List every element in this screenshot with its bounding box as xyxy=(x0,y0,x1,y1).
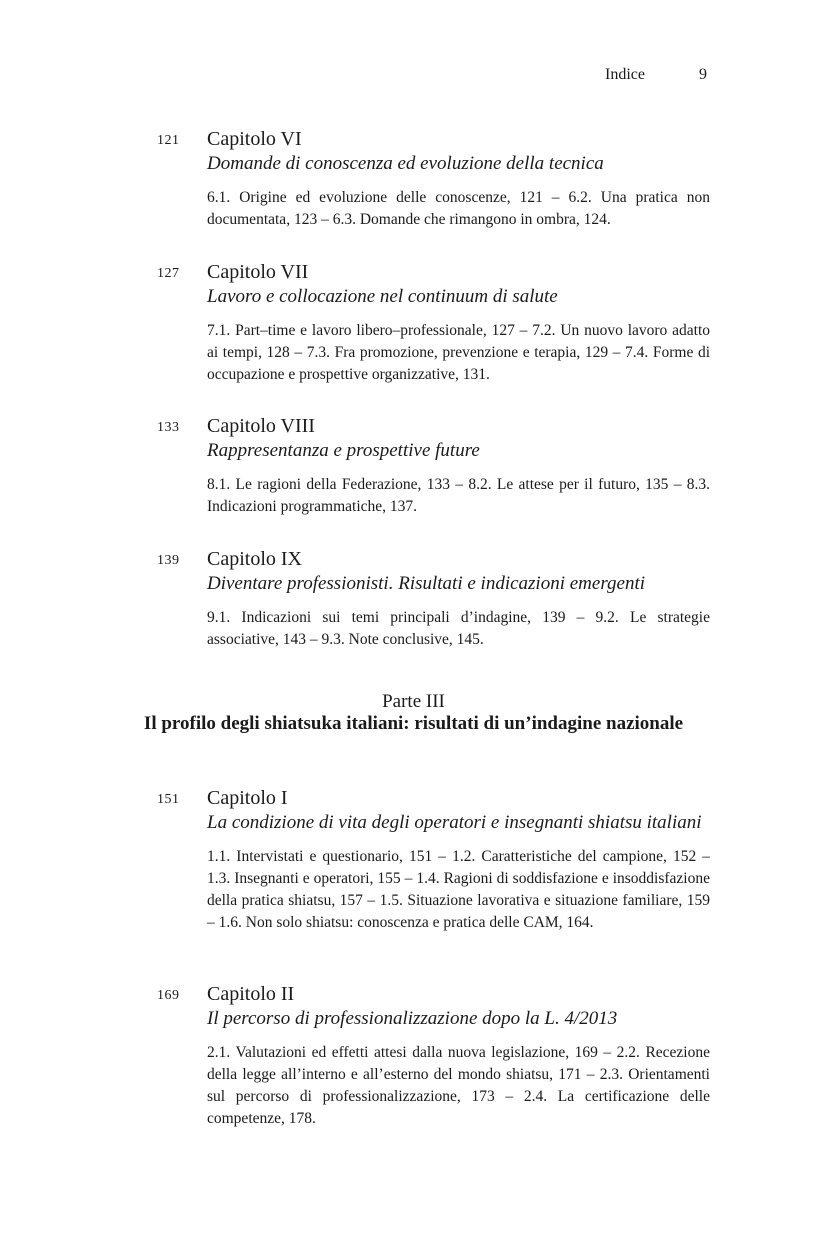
chapter-heading: Capitolo VI xyxy=(207,128,302,150)
toc-entry-page: 121 xyxy=(157,133,180,148)
chapter-subtitle: Rappresentanza e prospettive future xyxy=(207,440,480,461)
chapter-sections: 1.1. Intervistati e questionario, 151 – 1.2. Caratteristiche del campione, 152 – 1.3. Insegnanti e operatori, 155 – 1.4. Ragioni di soddisfazione e insoddisfazione della pratica shiatsu, 157 – 1.5. Situazione lavorativa e situazione familiare, 159 – 1.6. Non solo shiatsu: conoscenza e pratica delle CAM, 164. xyxy=(207,848,710,931)
part-title: Il profilo degli shiatsuka italiani: risultati di un’indagine nazionale xyxy=(143,713,684,734)
toc-entry-page: 133 xyxy=(157,420,180,435)
chapter-subtitle: Lavoro e collocazione nel continuum di salute xyxy=(207,286,558,307)
chapter-subtitle: Il percorso di professionalizzazione dopo la L. 4/2013 xyxy=(207,1008,618,1029)
toc-entry-page: 127 xyxy=(157,266,180,281)
chapter-heading: Capitolo I xyxy=(207,787,288,809)
chapter-heading: Capitolo VII xyxy=(207,261,309,283)
chapter-sections: 8.1. Le ragioni della Federazione, 133 – 8.2. Le attese per il futuro, 135 – 8.3. Indicazioni programmatiche, 137. xyxy=(207,476,710,515)
chapter-sections: 6.1. Origine ed evoluzione delle conoscenze, 121 – 6.2. Una pratica non documentata, 123 – 6.3. Domande che rimangono in ombra, 124. xyxy=(207,189,710,228)
chapter-sections: 7.1. Part–time e lavoro libero–professionale, 127 – 7.2. Un nuovo lavoro adatto ai tempi, 128 – 7.3. Fra promozione, prevenzione e terapia, 129 – 7.4. Forme di occupazione e prospettive organizzative, 131. xyxy=(207,322,710,383)
chapter-sections: 9.1. Indicazioni sui temi principali d’indagine, 139 – 9.2. Le strategie associative, 143 – 9.3. Note conclusive, 145. xyxy=(207,609,710,648)
chapter-heading: Capitolo VIII xyxy=(207,415,315,437)
chapter-heading: Capitolo IX xyxy=(207,548,302,570)
chapter-subtitle: Diventare professionisti. Risultati e indicazioni emergenti xyxy=(207,573,646,594)
chapter-subtitle: La condizione di vita degli operatori e insegnanti shiatsu italiani xyxy=(207,812,702,833)
toc-entry-page: 169 xyxy=(157,988,180,1003)
chapter-heading: Capitolo II xyxy=(207,983,295,1005)
running-head xyxy=(0,66,827,86)
toc-entry-page: 151 xyxy=(157,792,180,807)
page-number: 9 xyxy=(699,66,707,83)
running-head-title: Indice xyxy=(605,66,645,83)
part-heading xyxy=(140,691,687,735)
chapter-sections: 2.1. Valutazioni ed effetti attesi dalla nuova legislazione, 169 – 2.2. Recezione della legge all’interno e all’esterno del mondo shiatsu, 171 – 2.3. Orientamenti sul percorso di professionalizzazione, 173 – 2.4. La certificazione delle competenze, 178. xyxy=(207,1044,710,1127)
chapter-subtitle: Domande di conoscenza ed evoluzione della tecnica xyxy=(207,153,604,174)
part-label: Parte III xyxy=(382,691,445,712)
toc-entry-page: 139 xyxy=(157,553,180,568)
